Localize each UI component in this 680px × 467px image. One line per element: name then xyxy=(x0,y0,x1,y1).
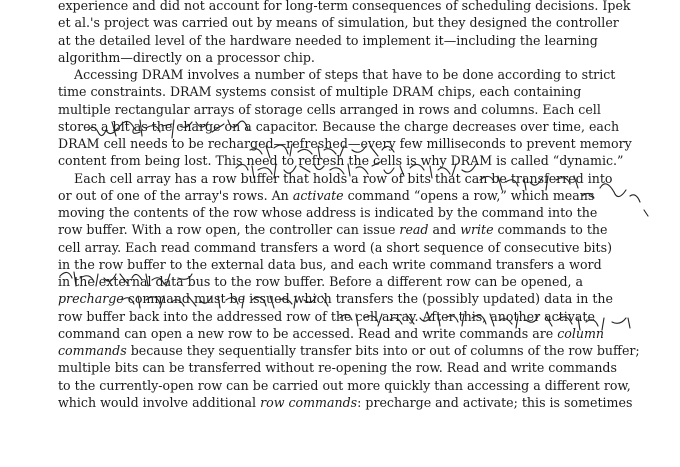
term-commands: commands xyxy=(58,343,127,358)
text-line: precharge command must be issued which transfers the (possibly updated) data in the xyxy=(58,291,613,307)
term-column: column xyxy=(557,325,605,341)
text-line: cell array. Each read command transfers a word (a short sequence of consecutive bits) xyxy=(58,239,612,255)
text-line: which would involve additional row commands: precharge and activate; this is sometimes xyxy=(58,394,633,410)
text-line: algorithm—directly on a processor chip. xyxy=(58,49,315,65)
text-line: or out of one of the array's rows. An activate command “opens a row,” which means xyxy=(58,187,595,203)
term-write: write xyxy=(460,222,494,238)
term-row-commands: row commands xyxy=(260,394,358,410)
term-activate: activate xyxy=(292,187,344,203)
term-read: read xyxy=(399,222,429,238)
text-line: experience and did not account for long-term consequences of scheduling decisions. Ipek xyxy=(58,0,631,13)
text-line: row buffer. With a row open, the controller can issue read and write commands to the xyxy=(58,222,608,238)
text-line: at the detailed level of the hardware needed to implement it—including the learning xyxy=(58,32,598,48)
text-line: multiple bits can be transferred without re-opening the row. Read and write commands xyxy=(58,360,617,376)
text-line: command can open a new row to be accessed. Read and write commands are column xyxy=(58,325,605,341)
term-precharge: precharge xyxy=(58,291,124,307)
paper-page xyxy=(58,0,640,411)
text-line: in the row buffer to the external data bus, and each write command transfers a word xyxy=(58,256,602,272)
paragraph-2 xyxy=(58,66,632,170)
text-line: moving the contents of the row whose address is indicated by the command into the xyxy=(58,205,598,220)
text-line: multiple rectangular arrays of storage cells arranged in rows and columns. Each cell xyxy=(58,101,601,117)
text-line: Each cell array has a row buffer that holds a row of bits that can be transferred into xyxy=(74,170,613,186)
paragraph-1 xyxy=(58,0,631,66)
text-line: time constraints. DRAM systems consist of multiple DRAM chips, each containing xyxy=(58,84,582,100)
text-line: in the external data bus to the row buffer. Before a different row can be opened, a xyxy=(58,274,584,289)
text-line: row buffer back into the addressed row of the cell array. After this, another activate xyxy=(58,308,595,324)
paragraph-3 xyxy=(58,170,640,412)
text-line: content from being lost. This need to refresh the cells is why DRAM is called “dynamic.” xyxy=(58,153,624,169)
text-line: DRAM cell needs to be recharged—refreshed—every few milliseconds to prevent memory xyxy=(58,136,632,151)
text-line: Accessing DRAM involves a number of steps that have to be done according to strict xyxy=(74,67,616,82)
text-line: et al.'s project was carried out by means of simulation, but they designed the controller xyxy=(58,15,619,31)
text-line: to the currently-open row can be carried out more quickly than accessing a different row, xyxy=(58,377,631,393)
text-line: stores a bit as the charge on a capacitor. Because the charge decreases over time, each xyxy=(58,118,620,134)
text-line: commands because they sequentially transfer bits into or out of columns of the row buffer; xyxy=(58,343,640,358)
